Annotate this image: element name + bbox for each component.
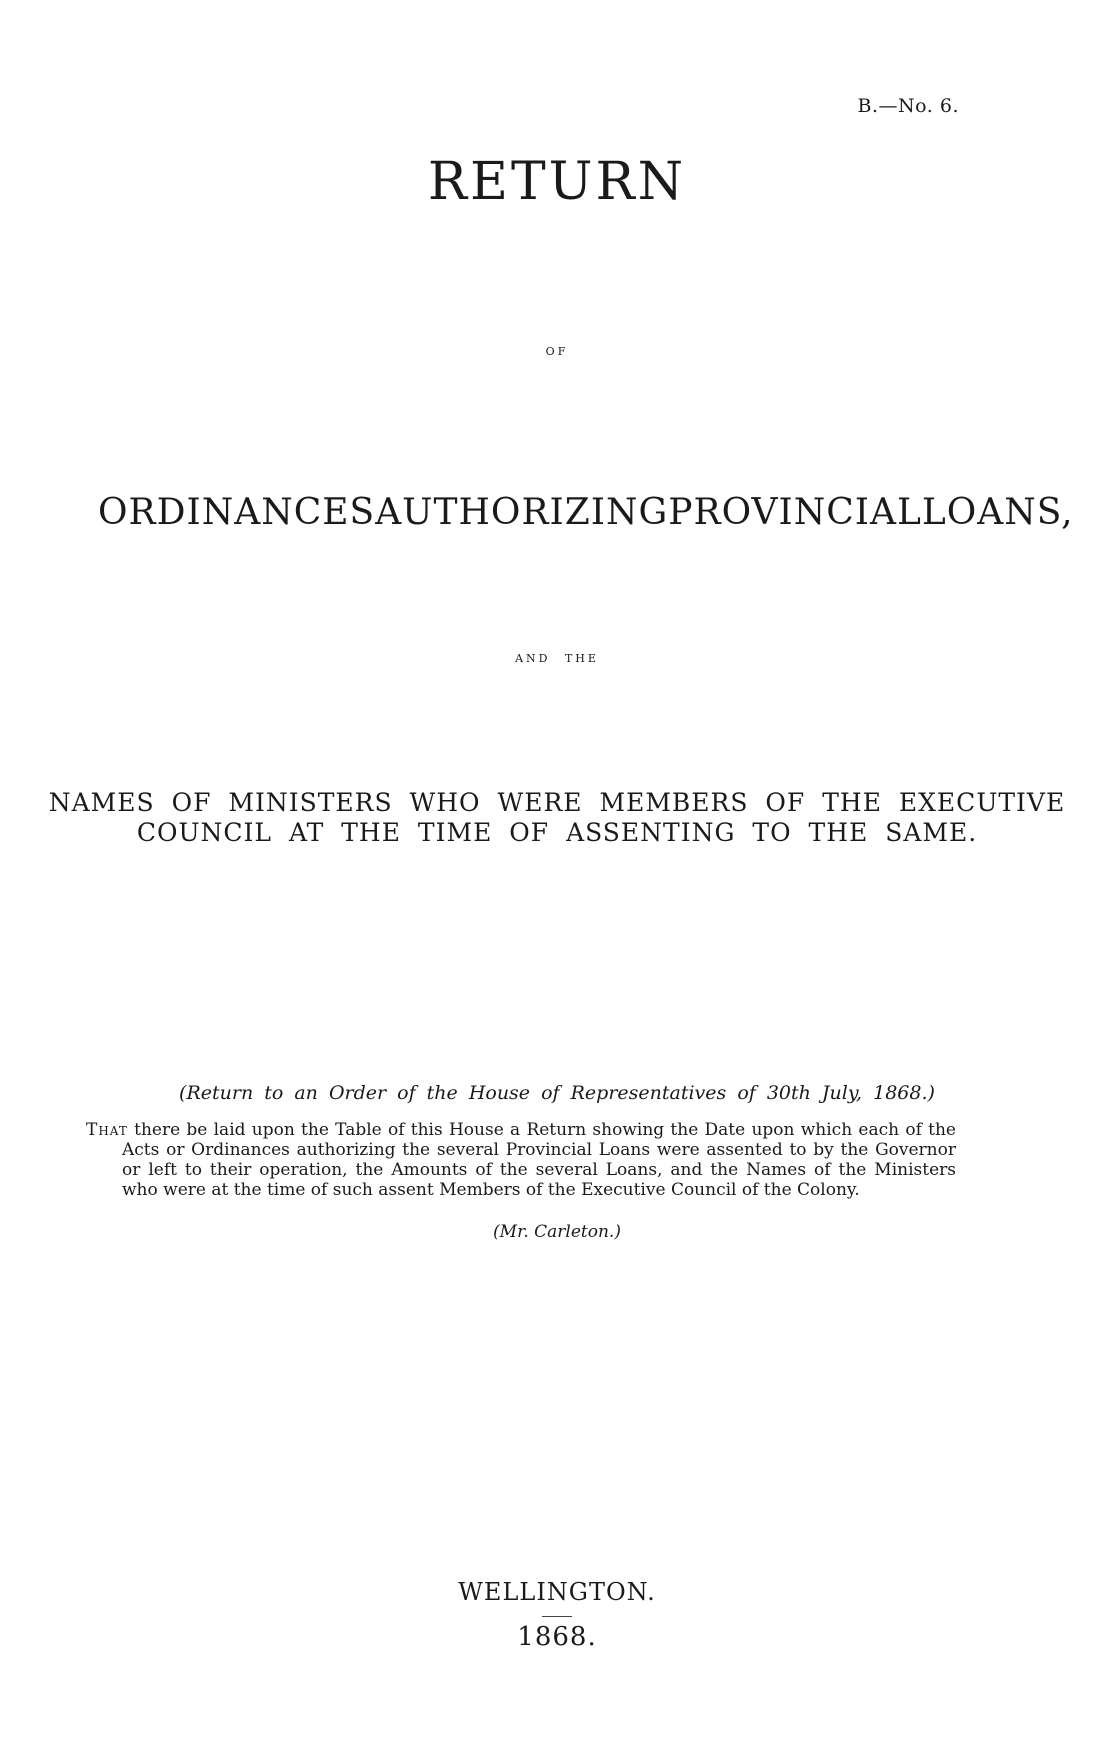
mover-name: (Mr. Carleton.) [493,1222,621,1242]
ministers-heading-line-2: COUNCIL AT THE TIME OF ASSENTING TO THE SAME. [136,818,978,847]
ministers-heading-line-1: NAMES OF MINISTERS WHO WERE MEMBERS OF THE EXECUTIVE [48,788,1066,817]
lead-word: That [86,1120,128,1140]
ministers-heading [0,788,1114,848]
publication-place: WELLINGTON. [458,1578,656,1606]
heading-word: LOANS, [921,492,1074,533]
ordinances-heading [98,492,1074,533]
divider [542,1616,572,1617]
heading-word: ORDINANCES [98,492,376,533]
resolution-paragraph [86,1120,956,1200]
order-reference: (Return to an Order of the House of Representatives of 30th July, 1868.) [179,1082,935,1104]
document-reference: B.—No. 6. [857,95,959,117]
resolution-text: there be laid upon the Table of this House a Return showing the Date upon which each of the Acts or Ordinances authorizing the several Provincial Loans were assented to by the Governor or left to their operation, the Amounts of the several Loans, and the Names of the Ministers who were at the time of such assent Members of the Executive Council of the Colony. [122,1120,956,1200]
publication-year: 1868. [517,1622,597,1652]
document-title: RETURN [427,152,687,212]
title-and-the: AND THE [515,652,599,665]
heading-word: AUTHORIZING [375,492,669,533]
heading-word: PROVINCIAL [668,492,922,533]
title-of: OF [545,345,569,358]
